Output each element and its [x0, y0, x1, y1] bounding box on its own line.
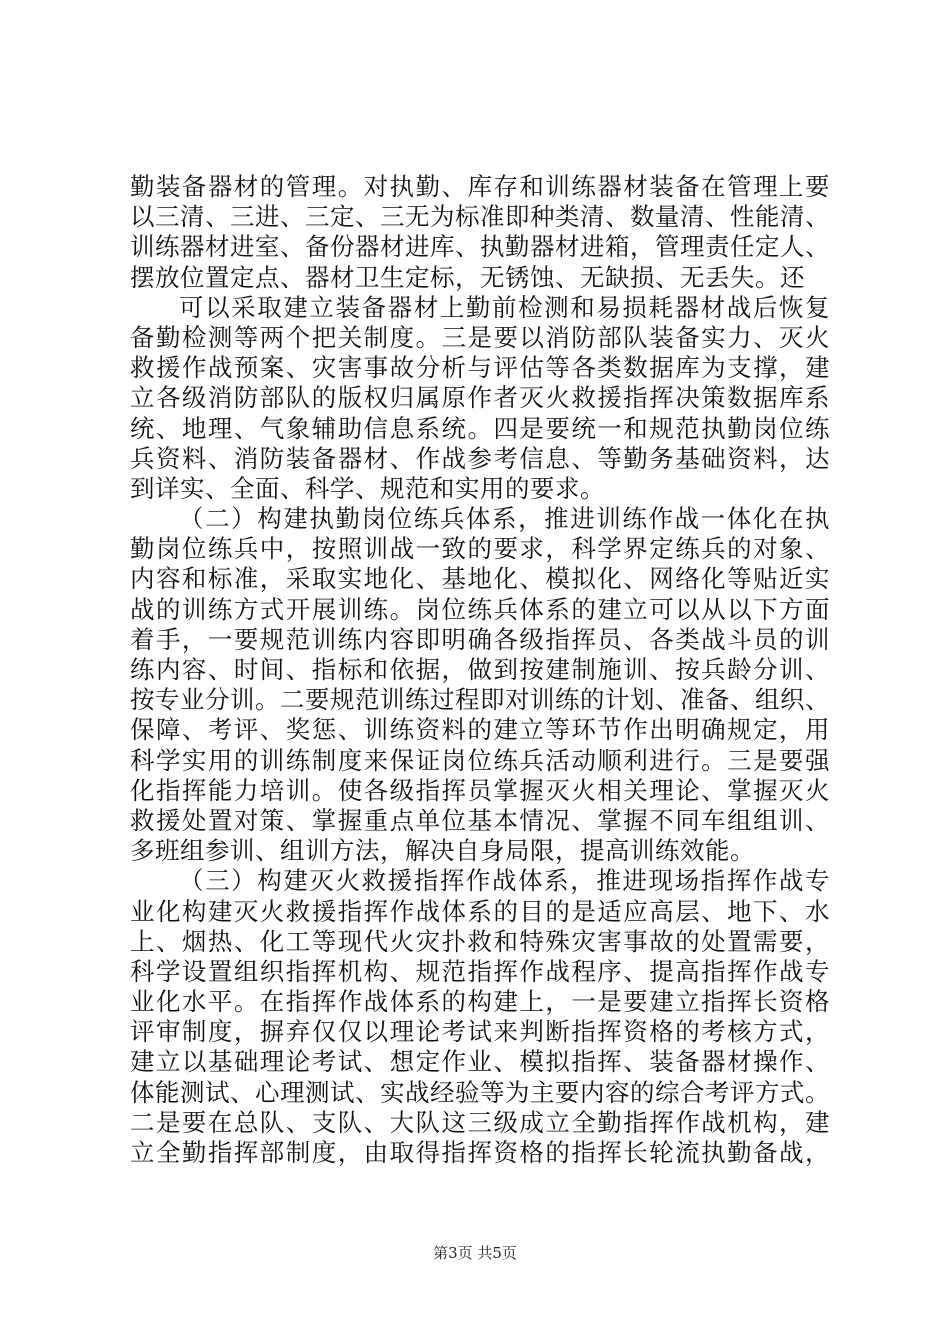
text-line: 可以采取建立装备器材上勤前检测和易损耗器材战后恢复 [179, 292, 830, 322]
text-line: 多班组参训、组训方法，解决自身局限，提高训练效能。 [130, 836, 755, 866]
text-line: 建立以基础理论考试、想定作业、模拟指挥、装备器材操作、 [130, 1047, 830, 1077]
document-body [130, 172, 830, 1168]
text-line: 科学设置组织指挥机构、规范指挥作战程序、提高指挥作战专 [130, 956, 830, 986]
text-line: 摆放位置定点、器材卫生定标，无锈蚀、无缺损、无丢失。还 [130, 262, 805, 292]
text-line: 着手，一要规范训练内容即明确各级指挥员、各类战斗员的训 [130, 624, 830, 654]
text-line: 保障、考评、奖惩、训练资料的建立等环节作出明确规定，用 [130, 715, 830, 745]
text-line: 以三清、三进、三定、三无为标准即种类清、数量清、性能清、 [130, 202, 830, 232]
section-heading-line: （三）构建灭火救援指挥作战体系，推进现场指挥作战专 [179, 866, 830, 896]
text-line: 立各级消防部队的版权归属原作者灭火救援指挥决策数据库系 [130, 383, 830, 413]
text-line: 体能测试、心理测试、实战经验等为主要内容的综合考评方式。 [130, 1077, 830, 1107]
text-line: 业化水平。在指挥作战体系的构建上，一是要建立指挥长资格 [130, 987, 830, 1017]
text-line: 科学实用的训练制度来保证岗位练兵活动顺利进行。三是要强 [130, 745, 830, 775]
text-line: 练内容、时间、指标和依据，做到按建制施训、按兵龄分训、 [130, 655, 830, 684]
text-line: 评审制度，摒弃仅仅以理论考试来判断指挥资格的考核方式， [130, 1017, 830, 1047]
text-line: 救援作战预案、灾害事故分析与评估等各类数据库为支撑，建 [130, 353, 830, 383]
text-line: 化指挥能力培训。使各级指挥员掌握灭火相关理论、掌握灭火 [130, 775, 830, 805]
text-line: 勤装备器材的管理。对执勤、库存和训练器材装备在管理上要 [130, 172, 830, 201]
text-line: 战的训练方式开展训练。岗位练兵体系的建立可以从以下方面 [130, 594, 830, 624]
text-line: 到详实、全面、科学、规范和实用的要求。 [130, 473, 605, 503]
section-heading-line: （二）构建执勤岗位练兵体系，推进训练作战一体化在执 [179, 504, 830, 534]
text-line: 统、地理、气象辅助信息系统。四是要统一和规范执勤岗位练 [130, 413, 830, 443]
text-line: 内容和标准，采取实地化、基地化、模拟化、网络化等贴近实 [130, 564, 830, 594]
text-line: 训练器材进室、备份器材进库、执勤器材进箱，管理责任定人、 [130, 232, 830, 262]
page-number-footer: 第3页 共5页 [433, 1244, 517, 1262]
text-line: 兵资料、消防装备器材、作战参考信息、等勤务基础资料，达 [130, 443, 830, 473]
text-line: 备勤检测等两个把关制度。三是要以消防部队装备实力、灭火 [130, 322, 830, 352]
text-line: 二是要在总队、支队、大队这三级成立全勤指挥作战机构，建 [130, 1107, 830, 1137]
text-line: 立全勤指挥部制度，由取得指挥资格的指挥长轮流执勤备战， [130, 1138, 830, 1167]
text-line: 上、烟热、化工等现代火灾扑救和特殊灾害事故的处置需要， [130, 926, 830, 956]
text-line: 救援处置对策、掌握重点单位基本情况、掌握不同车组组训、 [130, 805, 830, 835]
text-line: 业化构建灭火救援指挥作战体系的目的是适应高层、地下、水 [130, 896, 830, 926]
text-line: 勤岗位练兵中，按照训战一致的要求，科学界定练兵的对象、 [130, 534, 830, 564]
text-line: 按专业分训。二要规范训练过程即对训练的计划、准备、组织、 [130, 685, 830, 715]
